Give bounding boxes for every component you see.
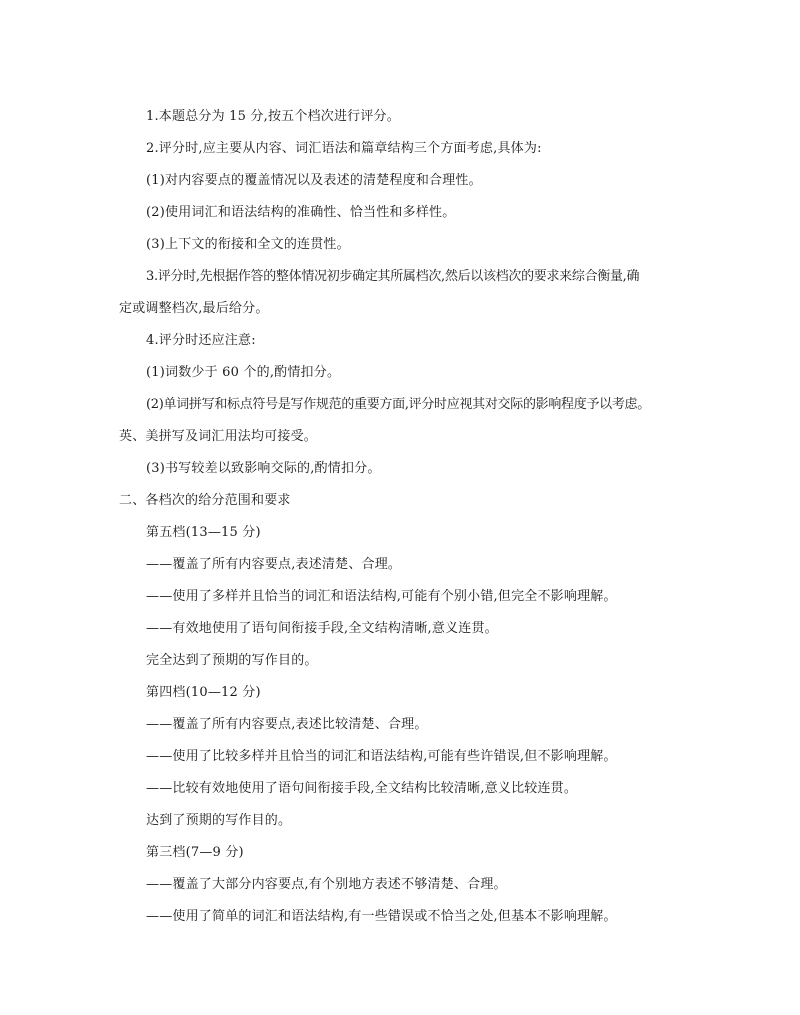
scoring-guide-text <box>119 101 689 933</box>
grade-5-line-3: ——有效地使用了语句间衔接手段,全文结构清晰,意义连贯。 <box>146 621 498 636</box>
rule-4-item-1: (1)词数少于 60 个的,酌情扣分。 <box>146 365 341 380</box>
grade-3-title: 第三档(7—9 分) <box>146 845 244 860</box>
grade-4-line-4: 达到了预期的写作目的。 <box>146 813 292 828</box>
rule-4: 4.评分时还应注意: <box>146 333 256 348</box>
section-title: 二、各档次的给分范围和要求 <box>119 493 291 508</box>
grade-4-line-3: ——比较有效地使用了语句间衔接手段,全文结构比较清晰,意义比较连贯。 <box>146 781 578 796</box>
rule-3-line-1: 3.评分时,先根据作答的整体情况初步确定其所属档次,然后以该档次的要求来综合衡量,确 <box>146 269 640 284</box>
rule-1: 1.本题总分为 15 分,按五个档次进行评分。 <box>146 109 400 124</box>
rule-2-item-2: (2)使用词汇和语法结构的准确性、恰当性和多样性。 <box>146 205 456 220</box>
grade-5-line-1: ——覆盖了所有内容要点,表述清楚、合理。 <box>146 557 402 572</box>
rule-4-item-2-line-1: (2)单词拼写和标点符号是写作规范的重要方面,评分时应视其对交际的影响程度予以考虑。 <box>146 397 650 412</box>
rule-4-item-3: (3)书写较差以致影响交际的,酌情扣分。 <box>146 461 381 476</box>
grade-3-line-1: ——覆盖了大部分内容要点,有个别地方表述不够清楚、合理。 <box>146 877 507 892</box>
rule-2: 2.评分时,应主要从内容、词汇语法和篇章结构三个方面考虑,具体为: <box>146 141 542 156</box>
rule-2-item-3: (3)上下文的衔接和全文的连贯性。 <box>146 237 350 252</box>
grade-4-title: 第四档(10—12 分) <box>146 685 261 700</box>
grade-4-line-2: ——使用了比较多样并且恰当的词汇和语法结构,可能有些许错误,但不影响理解。 <box>146 749 617 764</box>
grade-5-line-2: ——使用了多样并且恰当的词汇和语法结构,可能有个别小错,但完全不影响理解。 <box>146 589 617 604</box>
grade-5-line-4: 完全达到了预期的写作目的。 <box>146 653 318 668</box>
grade-4-line-1: ——覆盖了所有内容要点,表述比较清楚、合理。 <box>146 717 428 732</box>
grade-5-title: 第五档(13—15 分) <box>146 525 261 540</box>
rule-2-item-1: (1)对内容要点的覆盖情况以及表述的清楚程度和合理性。 <box>146 173 482 188</box>
rule-3-line-2: 定或调整档次,最后给分。 <box>119 301 269 316</box>
grade-3-line-2: ——使用了简单的词汇和语法结构,有一些错误或不恰当之处,但基本不影响理解。 <box>146 909 617 924</box>
rule-4-item-2-line-2: 英、美拼写及词汇用法均可接受。 <box>119 429 318 444</box>
